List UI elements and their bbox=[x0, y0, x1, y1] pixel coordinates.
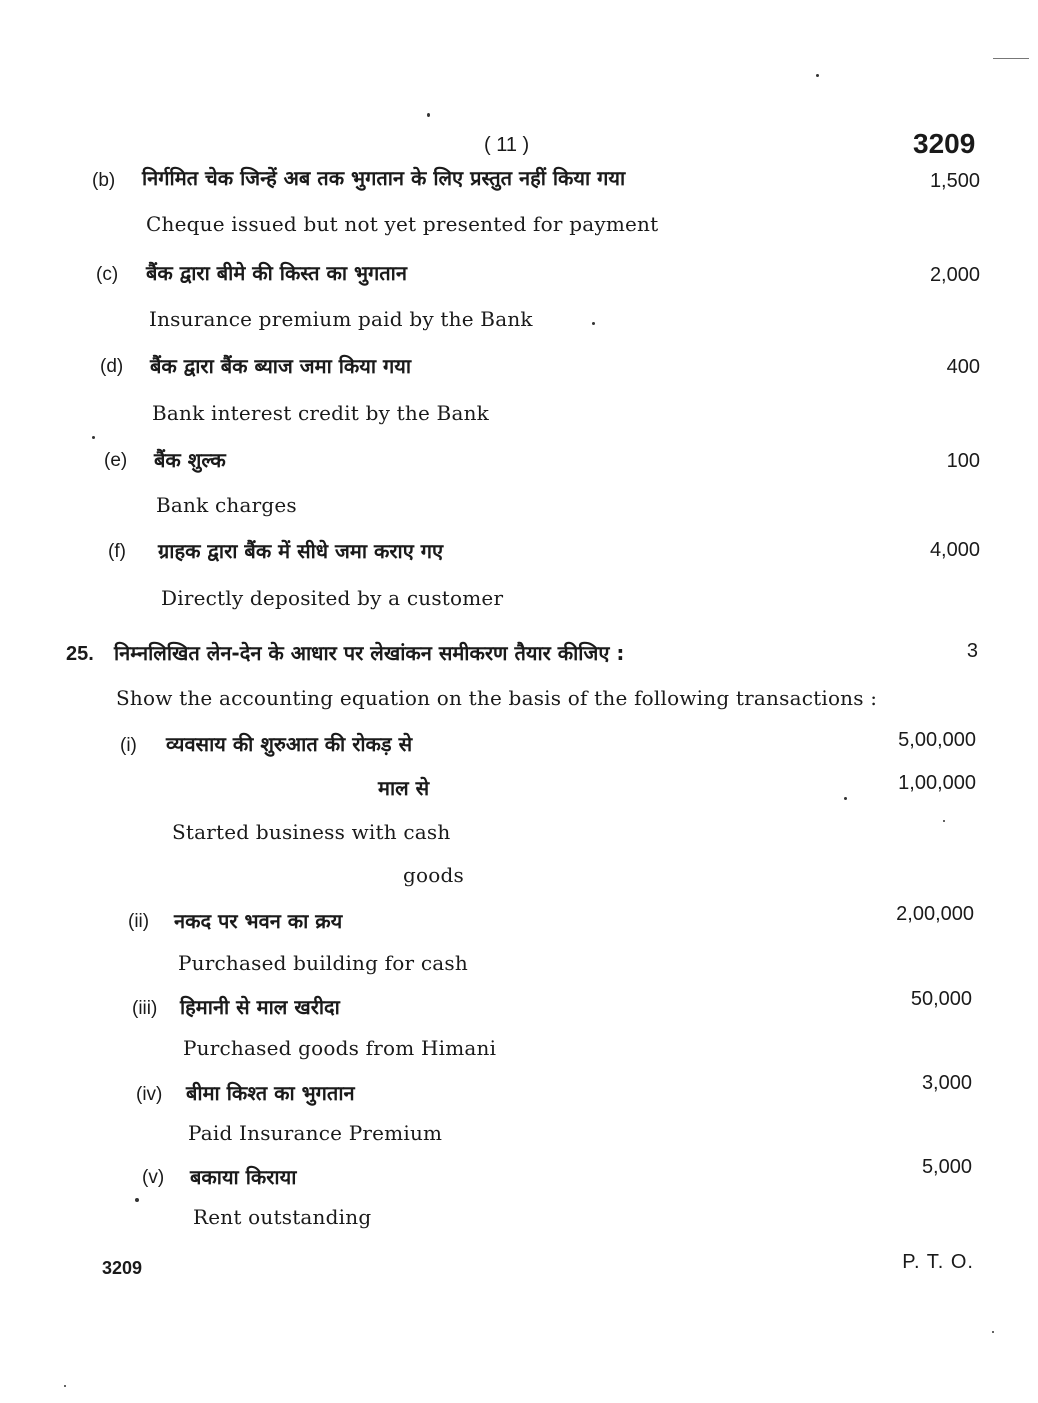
item-english-b: Cheque issued but not yet presented for payment bbox=[146, 212, 659, 236]
item-english-d: Bank interest credit by the Bank bbox=[152, 401, 489, 425]
txn-english-iii: Purchased goods from Himani bbox=[183, 1036, 497, 1060]
scan-speck bbox=[844, 797, 847, 800]
txn-english-ii: Purchased building for cash bbox=[178, 951, 468, 975]
scan-speck bbox=[135, 1198, 139, 1202]
item-hindi-c: बैंक द्वारा बीमे की किस्त का भुगतान bbox=[146, 261, 407, 285]
item-amount-f: 4,000 bbox=[929, 539, 980, 561]
txn-amount-iii: 50,000 bbox=[910, 988, 972, 1010]
item-label-d: (d) bbox=[100, 356, 124, 377]
txn-english-i: Started business with cash bbox=[172, 820, 451, 844]
pto-label: P. T. O. bbox=[902, 1251, 974, 1273]
txn-hindi-v: बकाया किराया bbox=[190, 1165, 297, 1189]
txn-amount-v: 5,000 bbox=[921, 1156, 972, 1178]
txn-hindi-ii: नकद पर भवन का क्रय bbox=[174, 909, 343, 933]
item-amount-b: 1,500 bbox=[929, 170, 980, 192]
txn-english-v: Rent outstanding bbox=[193, 1205, 372, 1229]
scan-speck bbox=[943, 820, 945, 822]
question-hindi: निम्नलिखित लेन-देन के आधार पर लेखांकन समीकरण तैयार कीजिए : bbox=[114, 641, 625, 665]
txn-amount-i: 5,00,000 bbox=[898, 729, 976, 751]
item-english-f: Directly deposited by a customer bbox=[161, 586, 504, 610]
item-label-c: (c) bbox=[96, 264, 119, 285]
txn-label-iv: (iv) bbox=[136, 1084, 163, 1105]
item-amount-c: 2,000 bbox=[929, 264, 980, 286]
txn-label-v: (v) bbox=[142, 1167, 165, 1188]
item-hindi-f: ग्राहक द्वारा बैंक में सीधे जमा कराए गए bbox=[158, 539, 444, 563]
scan-speck bbox=[592, 322, 595, 325]
item-hindi-d: बैंक द्वारा बैंक ब्याज जमा किया गया bbox=[150, 354, 412, 378]
scan-speck bbox=[816, 74, 819, 77]
txn-label-ii: (ii) bbox=[128, 911, 150, 932]
txn-english-iv: Paid Insurance Premium bbox=[188, 1121, 443, 1145]
txn-hindi-iv: बीमा किश्त का भुगतान bbox=[186, 1081, 355, 1105]
question-marks: 3 bbox=[966, 640, 978, 662]
scan-speck bbox=[64, 1385, 66, 1387]
scan-mark bbox=[993, 58, 1029, 59]
item-amount-d: 400 bbox=[946, 356, 980, 378]
txn-label-i: (i) bbox=[120, 735, 137, 756]
txn-hindi-iii: हिमानी से माल खरीदा bbox=[180, 995, 340, 1019]
scan-speck bbox=[92, 436, 95, 439]
item-hindi-b: निर्गमित चेक जिन्हें अब तक भुगतान के लिए प्रस्तुत नहीं किया गया bbox=[142, 166, 626, 190]
item-label-b: (b) bbox=[92, 170, 116, 191]
item-amount-e: 100 bbox=[946, 450, 980, 472]
txn-hindi2-i: माल से bbox=[378, 776, 430, 800]
question-number: 25. bbox=[66, 643, 94, 665]
txn-amount-iv: 3,000 bbox=[921, 1072, 972, 1094]
item-english-e: Bank charges bbox=[156, 493, 297, 517]
txn-english2-i: goods bbox=[403, 863, 464, 887]
txn-label-iii: (iii) bbox=[132, 998, 158, 1019]
paper-code: 3209 bbox=[913, 128, 976, 159]
item-label-f: (f) bbox=[108, 541, 126, 562]
txn-amount2-i: 1,00,000 bbox=[898, 772, 976, 794]
txn-hindi-i: व्यवसाय की शुरुआत की रोकड़ से bbox=[166, 732, 413, 756]
scan-speck bbox=[427, 113, 430, 117]
scan-speck bbox=[992, 1331, 994, 1333]
item-hindi-e: बैंक शुल्क bbox=[154, 448, 226, 472]
txn-amount-ii: 2,00,000 bbox=[896, 903, 974, 925]
page-number: ( 11 ) bbox=[484, 134, 530, 156]
item-label-e: (e) bbox=[104, 450, 128, 471]
item-english-c: Insurance premium paid by the Bank bbox=[149, 307, 533, 331]
question-english: Show the accounting equation on the basis of the following transactions : bbox=[116, 686, 878, 710]
footer-code: 3209 bbox=[102, 1258, 143, 1278]
